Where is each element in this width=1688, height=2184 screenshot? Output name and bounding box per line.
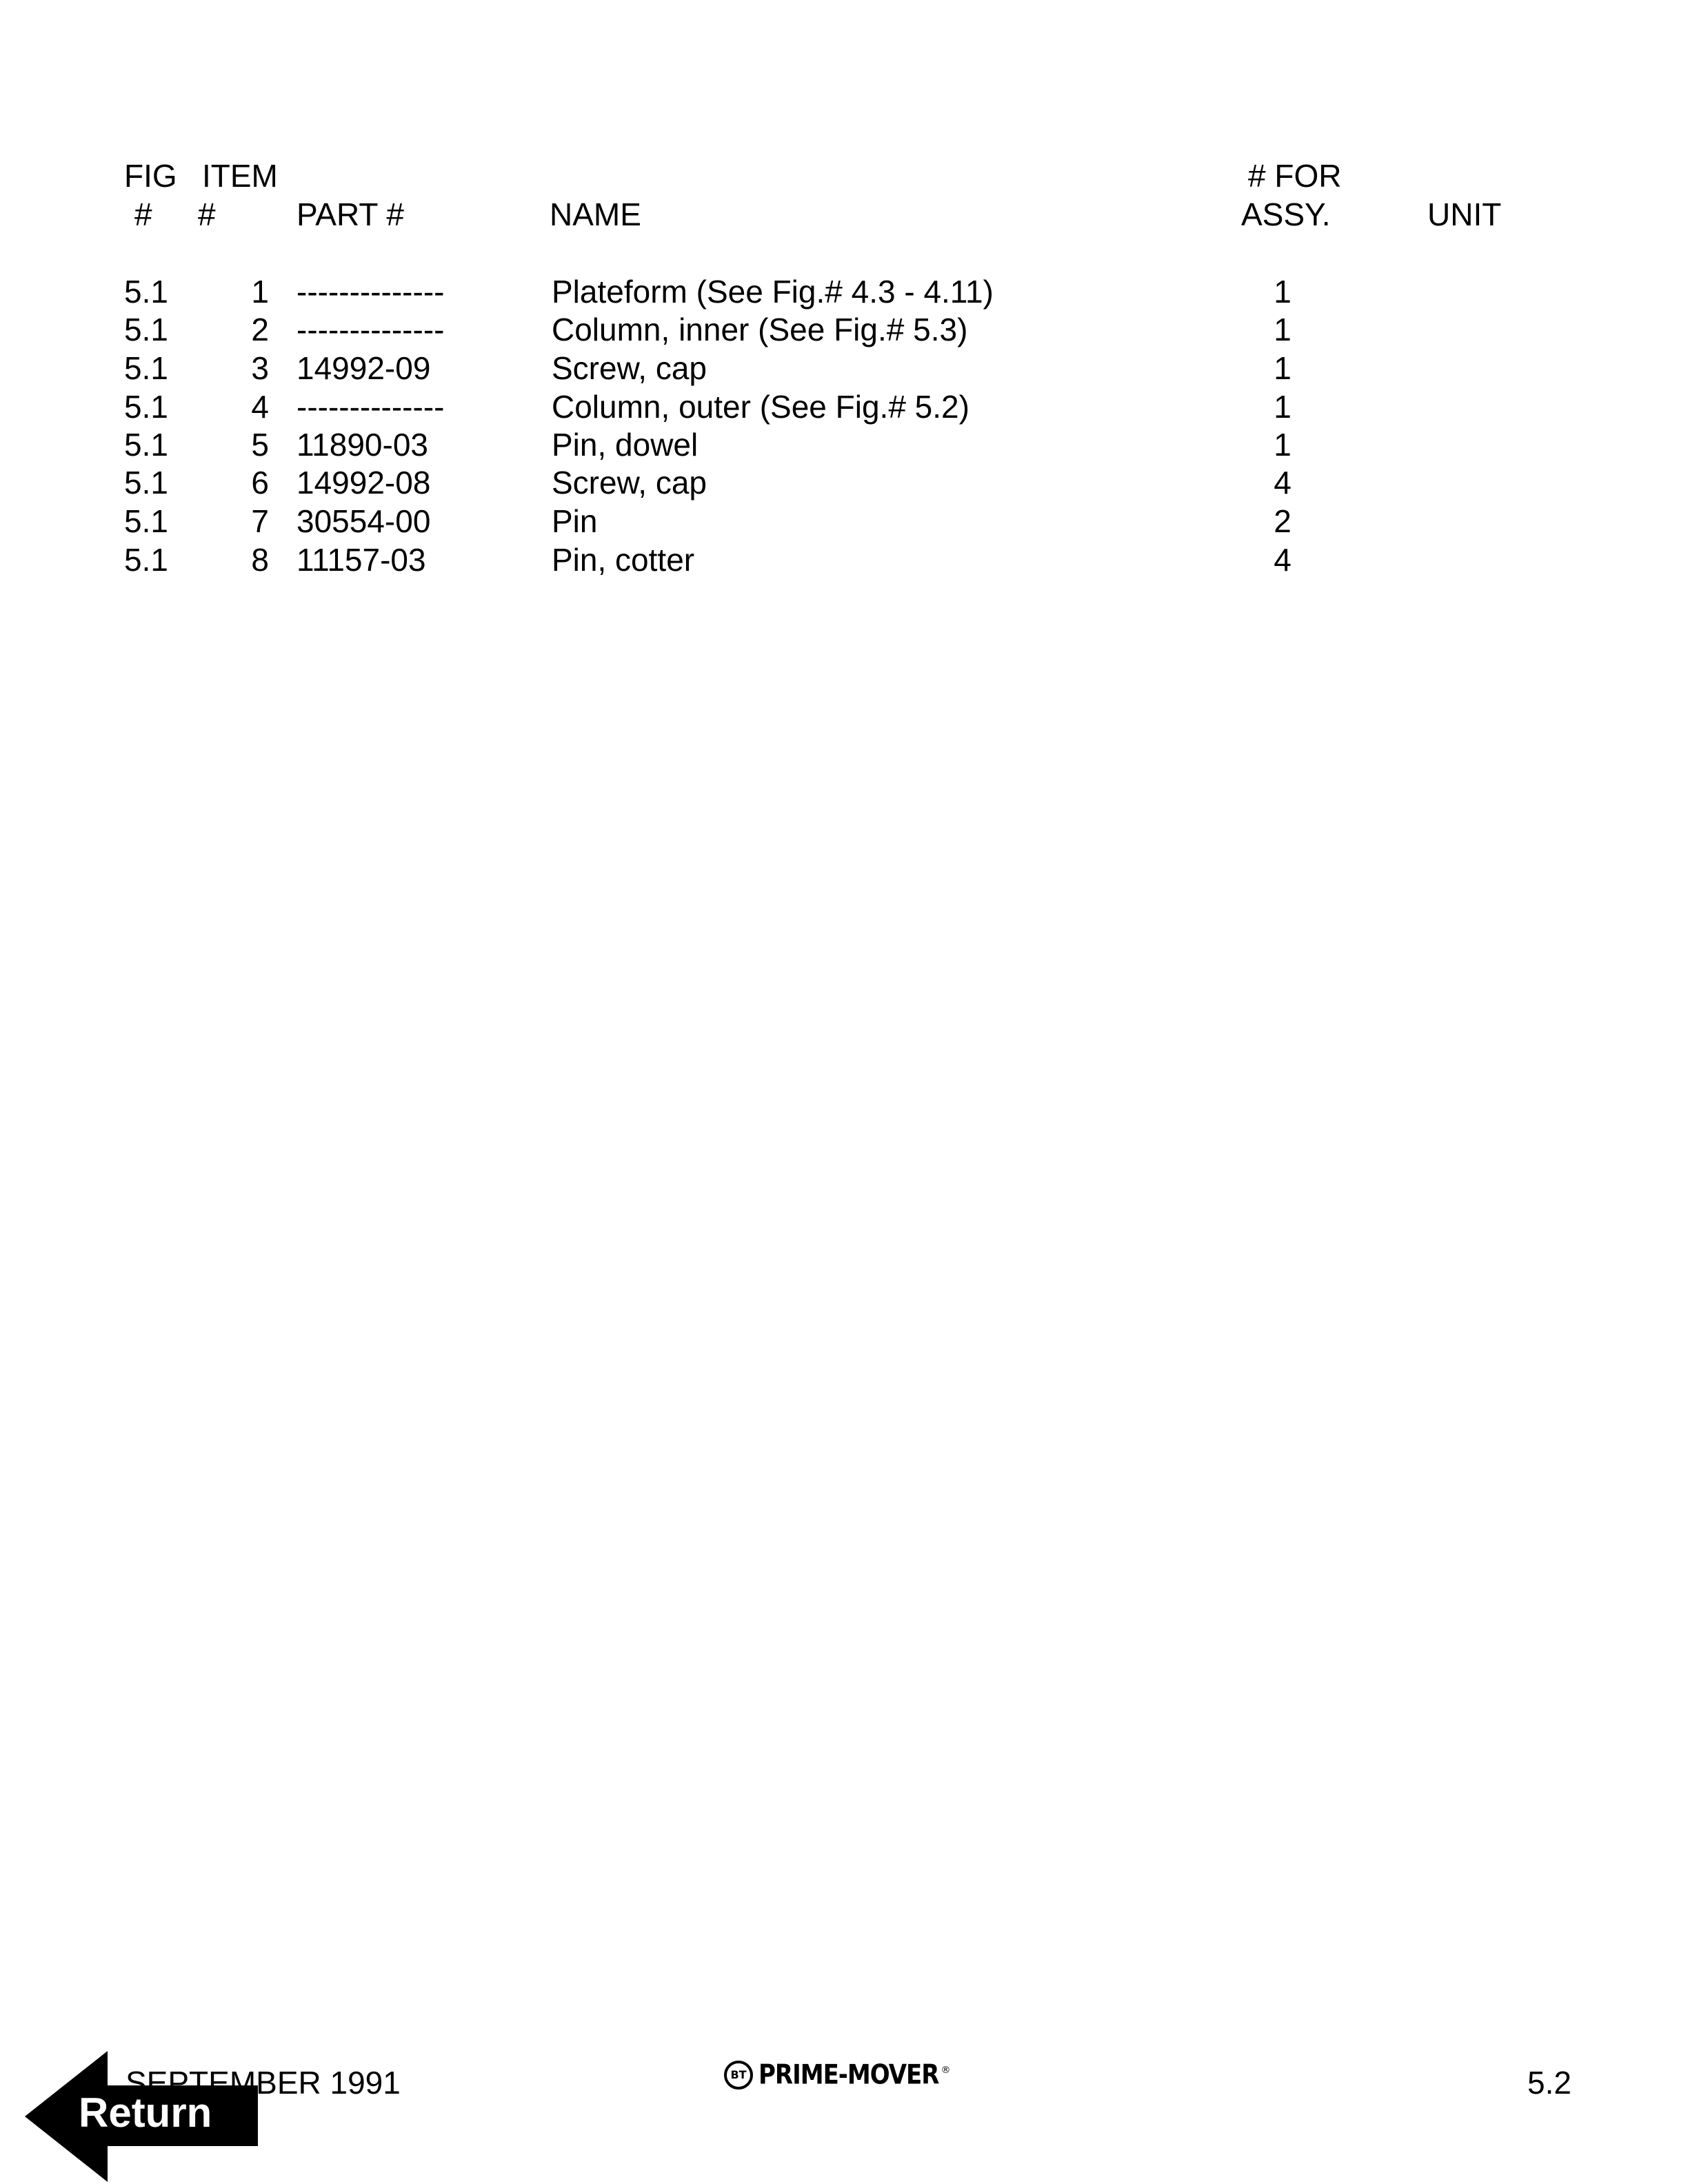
part-number: -------------- xyxy=(297,312,445,347)
header-fig-number-label: # xyxy=(134,196,152,232)
return-button[interactable] xyxy=(25,2051,259,2182)
part-number: 14992-08 xyxy=(297,465,431,501)
header-item-number-label: # xyxy=(198,196,216,232)
header-item-label: ITEM xyxy=(202,158,278,194)
item-number: 3 xyxy=(251,350,269,386)
registered-mark: ® xyxy=(941,2065,951,2076)
bt-logo-icon: BT xyxy=(724,2061,753,2090)
part-name: Plateform (See Fig.# 4.3 - 4.11) xyxy=(552,274,994,310)
header-unit-label: UNIT xyxy=(1427,196,1502,232)
assy-quantity: 2 xyxy=(1274,503,1292,539)
fig-number: 5.1 xyxy=(124,350,168,386)
part-name: Column, inner (See Fig.# 5.3) xyxy=(552,312,968,347)
page-number: 5.2 xyxy=(1527,2065,1571,2101)
assy-quantity: 4 xyxy=(1274,542,1292,578)
fig-number: 5.1 xyxy=(124,312,168,347)
item-number: 8 xyxy=(251,542,269,578)
header-fig-label: FIG xyxy=(124,158,177,194)
part-number: 14992-09 xyxy=(297,350,431,386)
part-name: Column, outer (See Fig.# 5.2) xyxy=(552,389,969,425)
header-assy-label: ASSY. xyxy=(1241,196,1331,232)
part-name: Pin xyxy=(552,503,598,539)
header-for-label: # FOR xyxy=(1248,158,1342,194)
item-number: 6 xyxy=(251,465,269,501)
fig-number: 5.1 xyxy=(124,274,168,310)
item-number: 5 xyxy=(251,427,269,463)
assy-quantity: 4 xyxy=(1274,465,1292,501)
fig-number: 5.1 xyxy=(124,389,168,425)
part-name: Pin, cotter xyxy=(552,542,695,578)
part-number: 11157-03 xyxy=(297,542,426,578)
logo-wordmark: PRIME-MOVER xyxy=(758,2059,939,2091)
header-part-label: PART # xyxy=(297,196,404,232)
part-name: Pin, dowel xyxy=(552,427,699,463)
assy-quantity: 1 xyxy=(1274,427,1292,463)
item-number: 1 xyxy=(251,274,269,310)
item-number: 7 xyxy=(251,503,269,539)
assy-quantity: 1 xyxy=(1274,274,1292,310)
footer-date: SEPTEMBER 1991 xyxy=(125,2065,401,2101)
return-label: Return xyxy=(79,2090,212,2136)
part-number: 11890-03 xyxy=(297,427,428,463)
part-number: -------------- xyxy=(297,274,445,310)
assy-quantity: 1 xyxy=(1274,312,1292,347)
part-name: Screw, cap xyxy=(552,350,707,386)
fig-number: 5.1 xyxy=(124,503,168,539)
part-name: Screw, cap xyxy=(552,465,707,501)
item-number: 4 xyxy=(251,389,269,425)
fig-number: 5.1 xyxy=(124,465,168,501)
part-number: -------------- xyxy=(297,389,445,425)
part-number: 30554-00 xyxy=(297,503,431,539)
item-number: 2 xyxy=(251,312,269,347)
fig-number: 5.1 xyxy=(124,427,168,463)
prime-mover-logo xyxy=(724,2060,950,2090)
assy-quantity: 1 xyxy=(1274,389,1292,425)
assy-quantity: 1 xyxy=(1274,350,1292,386)
header-name-label: NAME xyxy=(550,196,641,232)
fig-number: 5.1 xyxy=(124,542,168,578)
